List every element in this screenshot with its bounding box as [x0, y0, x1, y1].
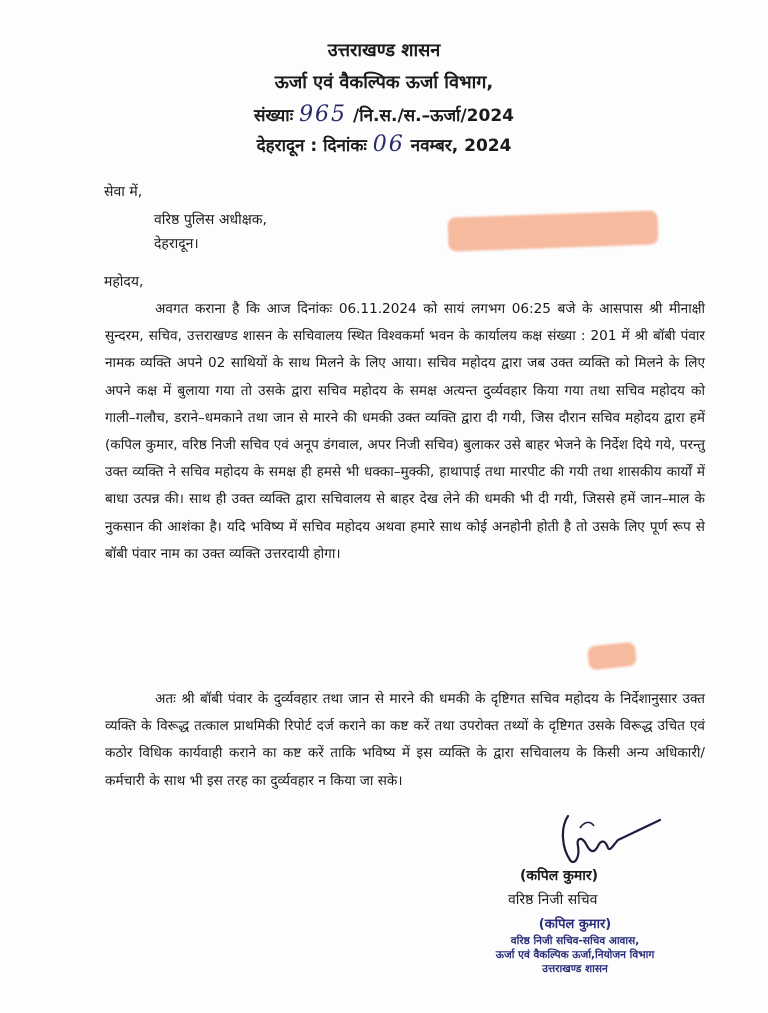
stamp-line-2: ऊर्जा एवं वैकल्पिक ऊर्जा,नियोजन विभाग — [495, 949, 655, 961]
reference-number-line — [0, 102, 768, 127]
date-line — [0, 132, 768, 157]
reference-suffix: /नि.स./स.–ऊर्जा/2024 — [352, 106, 514, 126]
addressee-to: सेवा में, — [104, 184, 143, 200]
stamp-line-3: उत्तराखण्ड शासन — [542, 963, 608, 975]
stamp-line-1: वरिष्ठ निजी सचिव-सचिव आवास, — [510, 935, 640, 947]
addressee-name: वरिष्ठ पुलिस अधीक्षक, — [154, 212, 267, 228]
body-paragraph-1: अवगत कराना है कि आज दिनांकः 06.11.2024 को सायं लगभग 06:25 बजे के आसपास श्री मीनाक्षी सुन्दरम, सचिव, उत्तराखण्ड शासन के सचिवालय स्थित विश्वकर्मा भवन के कार्यालय कक्ष संख्या : 201 में श्री बॉबी पंवार नामक व्यक्ति अपने 02 साथियों के साथ मिलने के लिए आया। सचिव महोदय द्वारा जब उक्त व्यक्ति को मिलने के लिए अपने कक्ष में बुलाया गया तो उसके द्वारा सचिव महोदय के समक्ष अत्यन्त दुर्व्यवहार किया गया तथा सचिव महोदय को गाली–गलौच, डराने–धमकाने तथा जान से मारने की धमकी उक्त व्यक्ति द्वारा दी गयी, जिस दौरान सचिव महोदय द्वारा हमें (कपिल कुमार, वरिष्ठ निजी सचिव एवं अनूप डंगवाल, अपर निजी सचिव) बुलाकर उसे बाहर भेजने के निर्देश दिये गये, परन्तु उक्त व्यक्ति ने सचिव महोदय के समक्ष ही हमसे भी धक्का–मुक्की, हाथापाई तथा मारपीट की गयी तथा शासकीय कार्यों में बाधा उत्पन्न की। साथ ही उक्त व्यक्ति द्वारा सचिवालय से बाहर देख लेने की धमकी भी दी गयी, जिससे हमें जान–माल के नुकसान की आशंका है। यदि भविष्य में सचिव महोदय अथवा हमारे साथ कोई अनहोनी होती है तो उसके लिए पूर्ण रूप से बॉबी पंवार नाम का उक्त व्यक्ति उत्तरदायी होगा। — [105, 301, 705, 562]
reference-number-handwritten: 965 — [299, 102, 348, 127]
redaction-mark — [587, 642, 637, 671]
date-suffix: नवम्बर, 2024 — [410, 136, 512, 156]
header-government: उत्तराखण्ड शासन — [327, 40, 441, 61]
signatory-designation: वरिष्ठ निजी सचिव — [508, 892, 598, 908]
date-prefix: देहरादून : दिनांकः — [256, 136, 367, 156]
header-department: ऊर्जा एवं वैकल्पिक ऊर्जा विभाग, — [274, 72, 494, 93]
date-day-handwritten: 06 — [372, 132, 405, 157]
body-paragraph-2: अतः श्री बॉबी पंवार के दुर्व्यवहार तथा जान से मारने की धमकी के दृष्टिगत सचिव महोदय के निर्देशानुसार उक्त व्यक्ति के विरूद्ध तत्काल प्राथमिकी रिपोर्ट दर्ज कराने का कष्ट करें तथा उपरोक्त तथ्यों के दृष्टिगत उसके विरूद्ध उचित एवं कठोर विधिक कार्यवाही कराने का कष्ट करें ताकि भविष्य में इस व्यक्ति के द्वारा सचिवालय के किसी अन्य अधिकारी/कर्मचारी के साथ भी इस तरह का दुर्व्यवहार न किया जा सके। — [105, 691, 705, 789]
official-stamp — [490, 914, 660, 976]
redaction-mark — [447, 210, 658, 251]
salutation: महोदय, — [104, 274, 144, 290]
addressee-place: देहरादून। — [154, 236, 199, 252]
stamp-name: (कपिल कुमार) — [538, 917, 612, 932]
signatory-name: (कपिल कुमार) — [520, 868, 598, 884]
reference-prefix: संख्याः — [254, 106, 294, 126]
